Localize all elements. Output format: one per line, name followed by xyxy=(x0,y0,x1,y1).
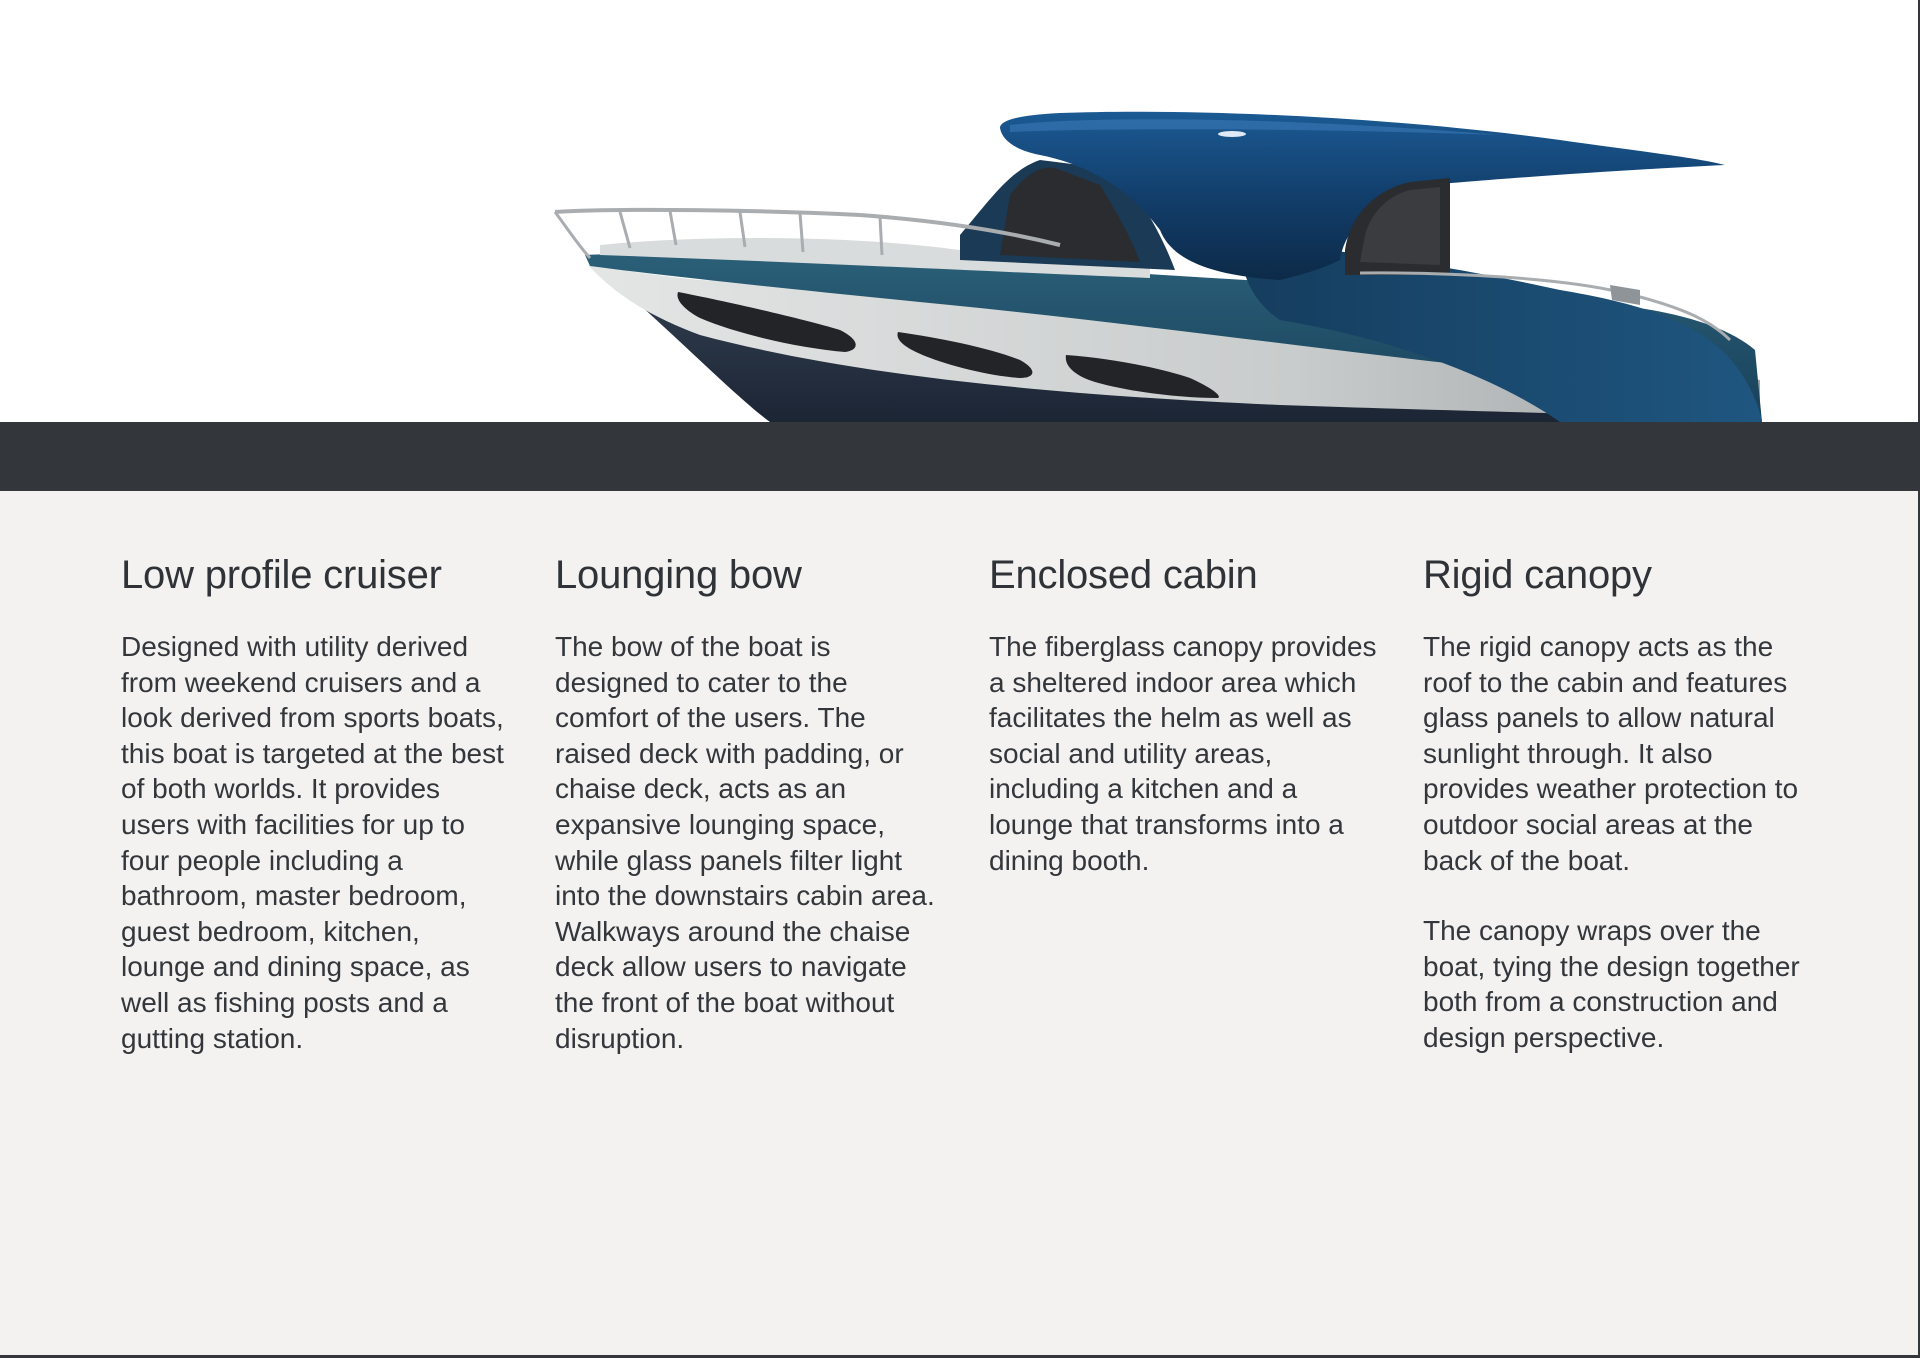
feature-rigid-canopy xyxy=(1423,551,1803,1091)
feature-title: Lounging bow xyxy=(555,553,802,597)
feature-columns xyxy=(0,491,1920,1356)
feature-description: The fiberglass canopy provides a sheltered indoor area which facilitates the helm as well as social and utility areas, including a kitchen and a lounge that transforms into a dining booth. xyxy=(989,631,1377,876)
feature-title: Rigid canopy xyxy=(1423,553,1652,597)
feature-title: Enclosed cabin xyxy=(989,553,1258,597)
boat-render xyxy=(0,0,1920,422)
feature-description: The rigid canopy acts as the roof to the cabin and features glass panels to allow natural sunlight through. It also provides weather protection to outdoor social areas at the back of the boat. xyxy=(1423,631,1799,876)
divider-band xyxy=(0,422,1920,491)
feature-description: The bow of the boat is designed to cater to the comfort of the users. The raised deck with padding, or chaise deck, acts as an expansive lounging space, while glass panels filter light into the downstairs cabin area. Walkways around the chaise deck allow users to navigate the front of the boat without disruption. xyxy=(555,631,935,1054)
hero-image xyxy=(0,0,1920,422)
feature-description: The canopy wraps over the boat, tying the design together both from a construction and design perspective. xyxy=(1423,915,1800,1053)
feature-low-profile-cruiser xyxy=(121,551,511,1091)
feature-enclosed-cabin xyxy=(989,551,1379,913)
feature-title: Low profile cruiser xyxy=(121,553,442,597)
feature-description: Designed with utility derived from weekend cruisers and a look derived from sports boats, this boat is targeted at the best of both worlds. It provides users with facilities for up to four people including a bathroom, master bedroom, guest bedroom, kitchen, lounge and dining space, as well as fishing posts and a gutting station. xyxy=(121,631,504,1054)
feature-lounging-bow xyxy=(555,551,945,1091)
